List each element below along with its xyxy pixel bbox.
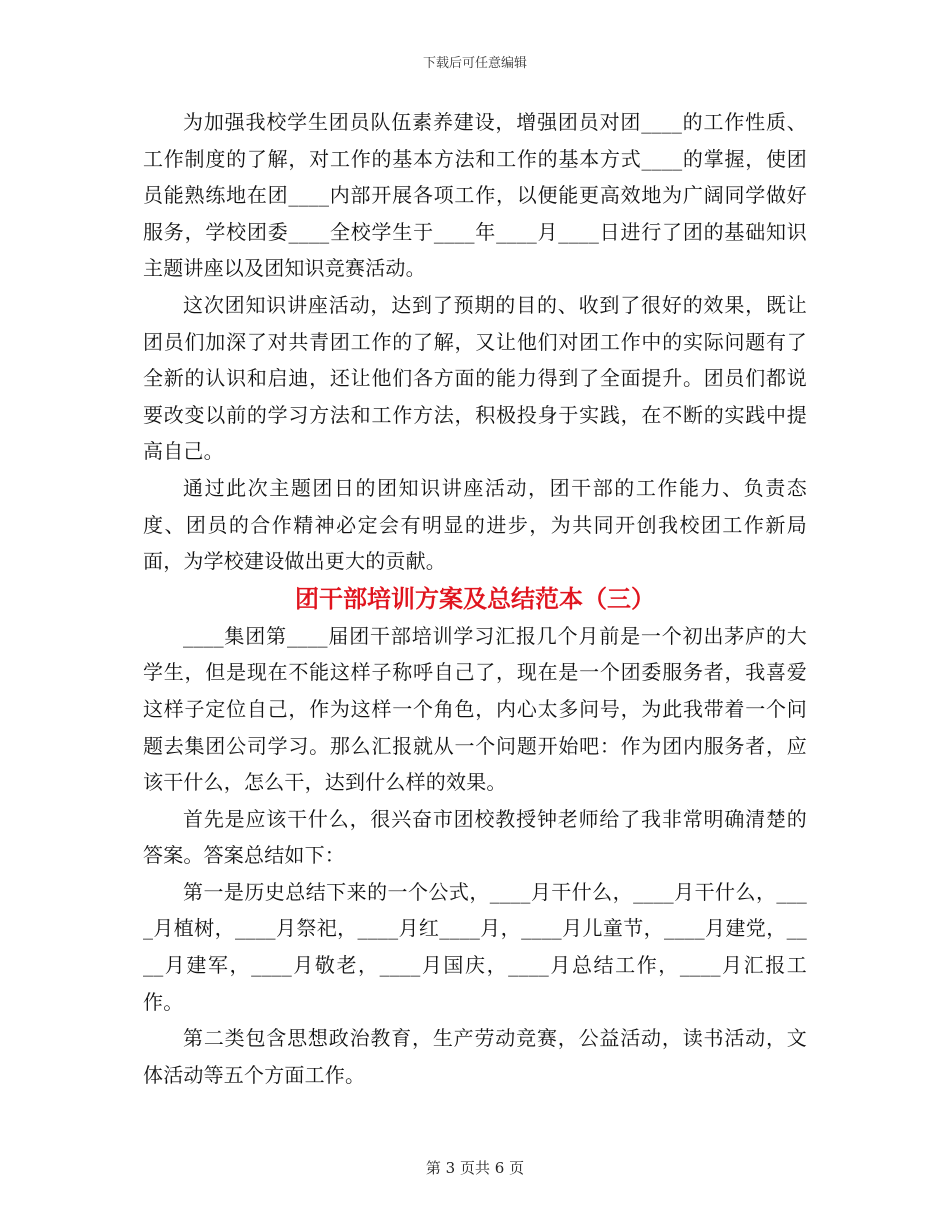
document-body	[143, 104, 807, 1093]
body-paragraph: ____集团第____届团干部培训学习汇报几个月前是一个初出茅庐的大学生，但是现在不能这样子称呼自己了，现在是一个团委服务者，我喜爱这样子定位自己，作为这样一个角色，内心太多问号，为此我带着一个问题去集团公司学习。那么汇报就从一个问题开始吧：作为团内服务者，应该干什么，怎么干，达到什么样的效果。	[143, 623, 807, 795]
body-paragraph: 为加强我校学生团员队伍素养建设，增强团员对团____的工作性质、工作制度的了解，对工作的基本方法和工作的基本方式____的掌握，使团员能熟练地在团____内部开展各项工作，以便能更高效地为广阔同学做好服务，学校团委____全校学生于____年____月____日进行了团的基础知识主题讲座以及团知识竞赛活动。	[143, 110, 807, 281]
body-paragraph: 通过此次主题团日的团知识讲座活动，团干部的工作能力、负责态度、团员的合作精神必定会有明显的进步，为共同开创我校团工作新局面，为学校建设做出更大的贡献。	[143, 475, 807, 574]
body-paragraph: 第一是历史总结下来的一个公式，____月干什么，____月干什么，____月植树，____月祭祀，____月红____月，____月儿童节，____月建党，____月建军，____月敬老，____月国庆，____月总结工作，____月汇报工作。	[143, 879, 807, 1014]
section-title: 团干部培训方案及总结范本（三）	[295, 584, 655, 613]
body-paragraph: 这次团知识讲座活动，达到了预期的目的、收到了很好的效果，既让团员们加深了对共青团工作的了解，又让他们对团工作中的实际问题有了全新的认识和启迪，还让他们各方面的能力得到了全面提升。团员们都说要改变以前的学习方法和工作方法，积极投身于实践，在不断的实践中提高自己。	[143, 292, 807, 464]
page-header: 下载后可任意编辑	[422, 56, 527, 71]
body-paragraph: 首先是应该干什么，很兴奋市团校教授钟老师给了我非常明确清楚的答案。答案总结如下：	[143, 806, 807, 868]
page-number: 第 3 页共 6 页	[425, 1159, 525, 1177]
body-paragraph: 第二类包含思想政治教育，生产劳动竞赛，公益活动，读书活动，文体活动等五个方面工作。	[143, 1026, 807, 1087]
